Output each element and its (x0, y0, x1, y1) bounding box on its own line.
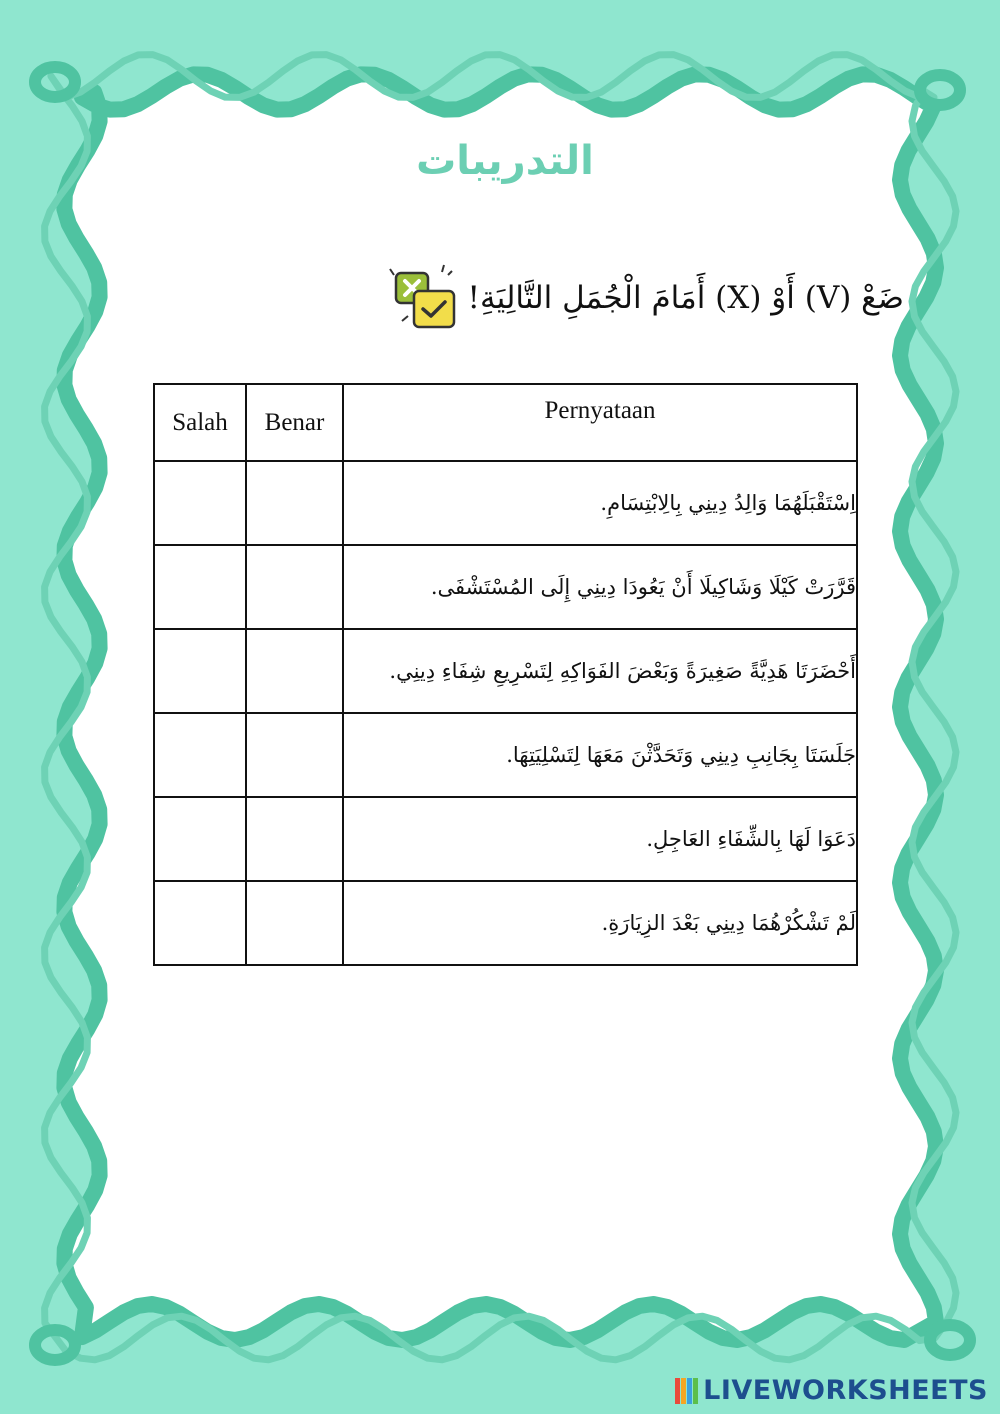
instruction-row (382, 258, 904, 338)
column-header-salah: Salah (154, 384, 246, 461)
table-row (154, 545, 857, 629)
benar-answer-cell[interactable] (246, 713, 343, 797)
liveworksheets-logo-icon (675, 1378, 699, 1404)
salah-answer-cell[interactable] (154, 545, 246, 629)
statement-cell: دَعَوَا لَهَا بِالشِّفَاءِ العَاجِلِ. (343, 797, 857, 881)
salah-answer-cell[interactable] (154, 629, 246, 713)
benar-answer-cell[interactable] (246, 545, 343, 629)
column-header-benar: Benar (246, 384, 343, 461)
salah-answer-cell[interactable] (154, 461, 246, 545)
brand-footer (675, 1375, 988, 1406)
salah-answer-cell[interactable] (154, 797, 246, 881)
page-title: التدريبات (416, 138, 594, 184)
benar-answer-cell[interactable] (246, 797, 343, 881)
salah-answer-cell[interactable] (154, 881, 246, 965)
table-row (154, 713, 857, 797)
statement-cell: قَرَّرَتْ كَيْلَا وَشَاكِيلَا أَنْ يَعُودَا دِينِي إِلَى المُسْتَشْفَى. (343, 545, 857, 629)
corner-loop-bottom-right (930, 1325, 970, 1355)
table-row (154, 797, 857, 881)
statement-cell: اِسْتَقْبَلَهُمَا وَالِدُ دِينِي بِالِابْتِسَامِ. (343, 461, 857, 545)
table-row (154, 629, 857, 713)
statement-cell: أَحْضَرَتَا هَدِيَّةً صَغِيرَةً وَبَعْضَ الفَوَاكِهِ لِتَسْرِيعِ شِفَاءِ دِينِي. (343, 629, 857, 713)
table-row (154, 461, 857, 545)
column-header-statement: Pernyataan (343, 384, 857, 461)
statement-cell: لَمْ تَشْكُرْهُمَا دِينِي بَعْدَ الزِيَارَةِ. (343, 881, 857, 965)
table-header-row (154, 384, 857, 461)
benar-answer-cell[interactable] (246, 629, 343, 713)
corner-loop-top-right (920, 75, 960, 105)
salah-answer-cell[interactable] (154, 713, 246, 797)
benar-answer-cell[interactable] (246, 461, 343, 545)
statement-cell: جَلَسَتَا بِجَانِبِ دِينِي وَتَحَدَّثْنَ مَعَهَا لِتَسْلِيَتِهَا. (343, 713, 857, 797)
check-cross-icon (382, 261, 462, 335)
brand-name: LIVEWORKSHEETS (703, 1375, 988, 1406)
benar-answer-cell[interactable] (246, 881, 343, 965)
instruction-text: ضَعْ (V) أَوْ (X) أَمَامَ الْجُمَلِ التَّالِيَةِ! (467, 280, 904, 316)
corner-loop-bottom-left (35, 1330, 75, 1360)
statement-table (153, 383, 858, 966)
table-row (154, 881, 857, 965)
